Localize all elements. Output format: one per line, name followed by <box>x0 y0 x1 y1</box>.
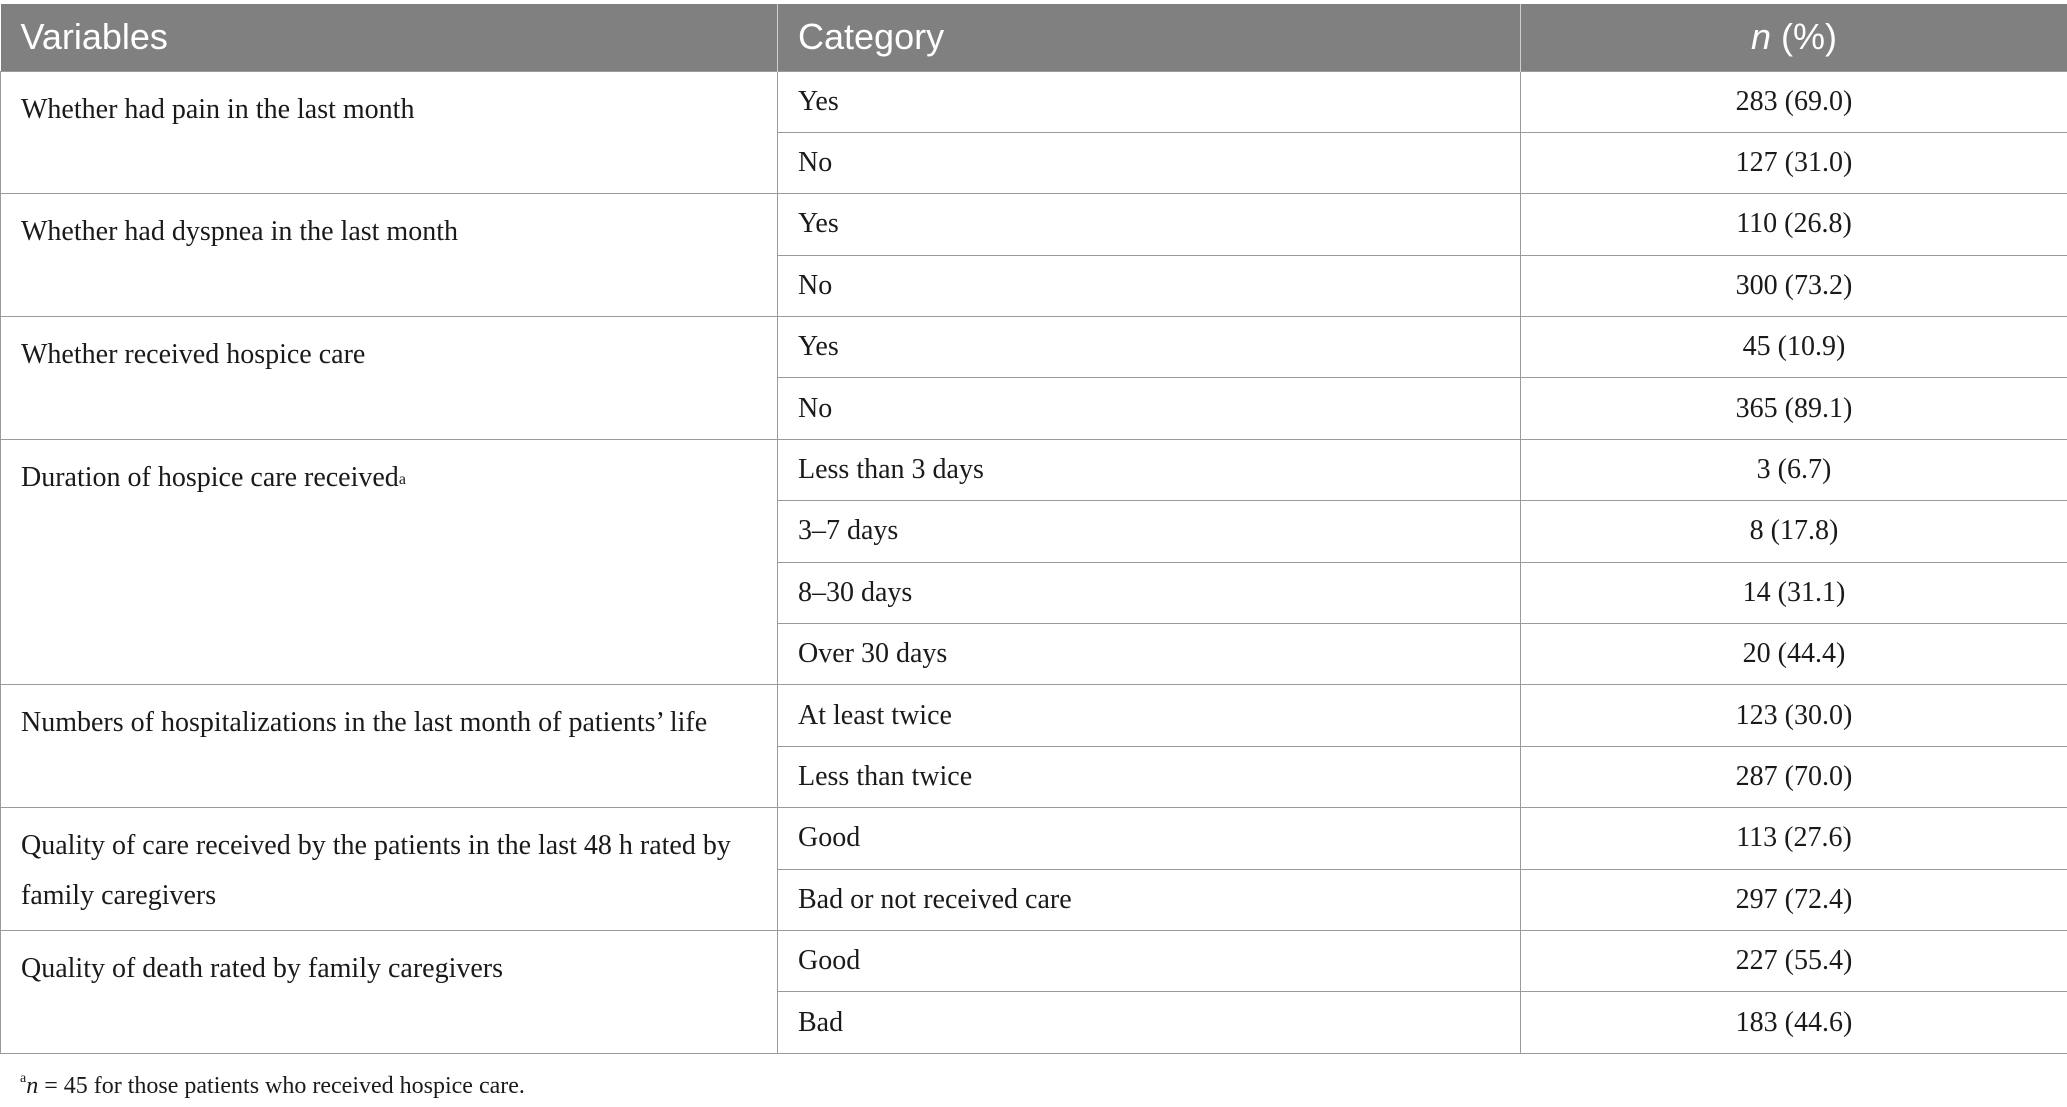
value-cell: 127 (31.0) <box>1521 132 2067 193</box>
value-cell: 3 (6.7) <box>1521 439 2067 500</box>
variable-cell <box>1 930 778 1053</box>
value-cell: 227 (55.4) <box>1521 930 2067 991</box>
header-pct: (%) <box>1771 16 1838 58</box>
variable-label: Quality of care received by the patients in the last 48 h rated by family caregivers <box>21 830 731 912</box>
category-cell: Yes <box>778 317 1521 378</box>
value-cell: 123 (30.0) <box>1521 685 2067 746</box>
category-cell: 8–30 days <box>778 562 1521 623</box>
variable-cell <box>1 194 778 317</box>
value-cell: 183 (44.6) <box>1521 992 2067 1053</box>
value-cell: 283 (69.0) <box>1521 71 2067 132</box>
category-cell: Less than 3 days <box>778 439 1521 500</box>
variable-cell <box>1 808 778 931</box>
value-cell: 8 (17.8) <box>1521 501 2067 562</box>
category-cell: Good <box>778 930 1521 991</box>
category-cell: Over 30 days <box>778 624 1521 685</box>
footnote-marker: a <box>398 470 406 488</box>
value-cell: 20 (44.4) <box>1521 624 2067 685</box>
value-cell: 300 (73.2) <box>1521 255 2067 316</box>
table-row <box>1 930 2067 991</box>
value-cell: 113 (27.6) <box>1521 808 2067 869</box>
header-variables: Variables <box>1 4 778 71</box>
value-cell: 287 (70.0) <box>1521 746 2067 807</box>
value-cell: 297 (72.4) <box>1521 869 2067 930</box>
variable-label: Duration of hospice care received <box>21 461 399 493</box>
header-category: Category <box>778 4 1521 71</box>
variable-label: Whether had pain in the last month <box>21 93 415 125</box>
footnote-text: = 45 for those patients who received hospice care. <box>38 1073 525 1099</box>
table-container <box>0 4 2067 1054</box>
category-cell: No <box>778 378 1521 439</box>
category-cell: Bad or not received care <box>778 869 1521 930</box>
value-cell: 14 (31.1) <box>1521 562 2067 623</box>
variable-label: Quality of death rated by family caregivers <box>21 952 504 984</box>
category-cell: Yes <box>778 71 1521 132</box>
footnote-mark: a <box>20 1071 27 1086</box>
table-row <box>1 808 2067 869</box>
header-row <box>1 4 2067 71</box>
table-row <box>1 71 2067 132</box>
variable-cell <box>1 317 778 440</box>
category-cell: No <box>778 255 1521 316</box>
data-table <box>0 4 2067 1054</box>
table-row <box>1 439 2067 500</box>
header-n-percent <box>1521 4 2067 71</box>
variable-cell <box>1 71 778 194</box>
variable-label: Numbers of hospitalizations in the last month of patients’ life <box>21 707 708 739</box>
variable-label: Whether received hospice care <box>21 339 366 371</box>
footnote-n: n <box>26 1073 39 1099</box>
table-row <box>1 317 2067 378</box>
category-cell: No <box>778 132 1521 193</box>
category-cell: Less than twice <box>778 746 1521 807</box>
category-cell: Good <box>778 808 1521 869</box>
value-cell: 110 (26.8) <box>1521 194 2067 255</box>
value-cell: 45 (10.9) <box>1521 317 2067 378</box>
table-body <box>1 71 2067 1053</box>
variable-cell <box>1 685 778 808</box>
table-header <box>1 4 2067 71</box>
value-cell: 365 (89.1) <box>1521 378 2067 439</box>
category-cell: 3–7 days <box>778 501 1521 562</box>
variable-cell <box>1 439 778 685</box>
table-footnote <box>20 1073 525 1100</box>
category-cell: Yes <box>778 194 1521 255</box>
category-cell: At least twice <box>778 685 1521 746</box>
table-row <box>1 685 2067 746</box>
header-n: n <box>1750 16 1772 58</box>
table-row <box>1 194 2067 255</box>
category-cell: Bad <box>778 992 1521 1053</box>
variable-label: Whether had dyspnea in the last month <box>21 216 458 248</box>
